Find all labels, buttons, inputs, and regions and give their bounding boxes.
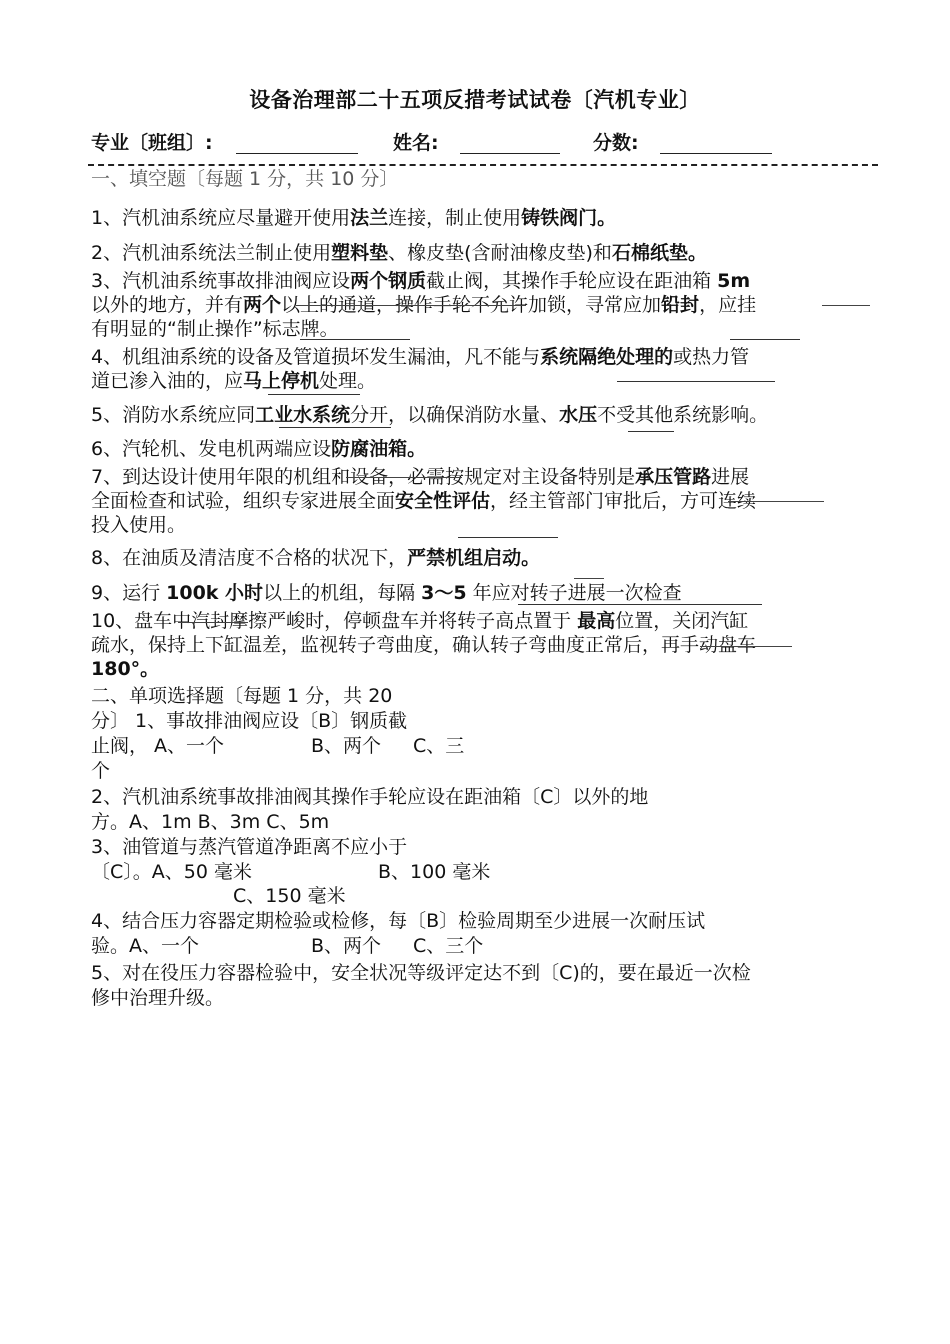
question-1: 1、汽机油系统应尽量避开使用法兰连接，制止使用铸铁阀门。 [91, 207, 617, 229]
mc-q4-option-a: 验。A、一个 [91, 935, 199, 957]
question-10-line-2: 疏水，保持上下缸温差，监视转子弯曲度，确认转子弯曲度正常后，再手动盘车 [91, 634, 757, 656]
mc-question-3: 3、油管道与蒸汽管道净距离不应小于 [91, 836, 408, 858]
strike-mark [700, 646, 792, 647]
mc-question-5-cont: 修中治理升级。 [91, 987, 225, 1009]
section2-heading: 二、单项选择题〔每题 1 分，共 20 [91, 685, 393, 707]
answer-underline [628, 431, 674, 432]
question-8: 8、在油质及清洁度不合格的状况下，严禁机组启动。 [91, 547, 541, 569]
question-10-line-1: 10、盘车中汽封摩擦严峻时，停顿盘车并将转子高点置于 最高位置，关闭汽缸 [91, 610, 749, 632]
mc-question-4: 4、结合压力容器定期检验或检修，每〔B〕检验周期至少进展一次耐压试 [91, 910, 706, 932]
mc-q1-option-c: C、三 [413, 735, 465, 757]
answer-underline [300, 339, 410, 340]
mc-q3-option-c: C、150 毫米 [233, 885, 346, 907]
answer-underline [730, 339, 800, 340]
strike-mark [346, 477, 462, 478]
name-label: 姓名: [393, 132, 439, 154]
question-2: 2、汽机油系统法兰制止使用塑料垫、橡皮垫(含耐油橡皮垫)和石棉纸垫。 [91, 242, 707, 264]
strike-mark [728, 501, 824, 502]
score-label: 分数: [593, 132, 639, 154]
name-blank[interactable] [460, 153, 560, 154]
question-4-line-2: 道已渗入油的，应马上停机处理。 [91, 370, 377, 392]
question-6: 6、汽轮机、发电机两端应设防腐油箱。 [91, 438, 427, 460]
answer-underline [279, 427, 391, 428]
answer-underline [617, 381, 775, 382]
question-7-line-1: 7、到达设计使用年限的机组和设备，必需按规定对主设备特别是承压管路进展 [91, 466, 750, 488]
mc-q1-option-c-cont: 个 [91, 760, 111, 782]
section1-heading: 一、填空题〔每题 1 分，共 10 分〕 [91, 168, 399, 190]
question-3-line-1: 3、汽机油系统事故排油阀应设两个钢质截止阀，其操作手轮应设在距油箱 5m [91, 270, 751, 292]
mc-question-5: 5、对在役压力容器检验中，安全状况等级评定达不到〔C)的，要在最近一次检 [91, 962, 751, 984]
question-7-line-2: 全面检查和试验，组织专家进展全面安全性评估，经主管部门审批后，方可连续 [91, 490, 757, 512]
mc-q2-options: 方。A、1m B、3m C、5m [91, 811, 330, 833]
strike-mark [178, 622, 248, 623]
major-blank[interactable] [236, 153, 358, 154]
answer-underline [458, 537, 558, 538]
answer-underline [268, 394, 360, 395]
question-5: 5、消防水系统应同工业水系统分开，以确保消防水量、水压不受其他系统影响。 [91, 404, 769, 426]
mc-q4-option-b: B、两个 [311, 935, 382, 957]
question-3-line-2: 以外的地方，并有两个以上的通道，操作手轮不允许加锁，寻常应加铅封，应挂 [91, 294, 757, 316]
strike-mark [296, 305, 526, 306]
mc-q1-option-b: B、两个 [311, 735, 382, 757]
answer-underline [518, 604, 762, 605]
exam-title: 设备治理部二十五项反措考试试卷〔汽机专业〕 [249, 88, 701, 112]
strike-mark [574, 578, 604, 579]
mc-q1-option-a: 止阀， A、一个 [91, 735, 225, 757]
mc-q3-option-b: B、100 毫米 [378, 861, 491, 883]
mc-q3-option-a: 〔C〕。A、50 毫米 [91, 861, 252, 883]
score-blank[interactable] [660, 153, 772, 154]
cut-line-divider [88, 164, 878, 166]
major-label: 专业〔班组〕: [91, 132, 213, 154]
mc-question-2: 2、汽机油系统事故排油阀其操作手轮应设在距油箱〔C〕以外的地 [91, 786, 649, 808]
question-3-line-3: 有明显的“制止操作”标志牌。 [91, 318, 339, 340]
mc-q4-option-c: C、三个 [413, 935, 484, 957]
mc-question-1: 分〕 1、事故排油阀应设〔B〕钢质截 [91, 710, 408, 732]
question-10-line-3: 180°。 [91, 658, 160, 680]
question-7-line-3: 投入使用。 [91, 514, 187, 536]
strike-mark [822, 305, 870, 306]
question-4-line-1: 4、机组油系统的设备及管道损坏发生漏油，凡不能与系统隔绝处理的或热力管 [91, 346, 750, 368]
question-9: 9、运行 100k 小时以上的机组，每隔 3～5 年应对转子进展一次检查 [91, 582, 682, 604]
